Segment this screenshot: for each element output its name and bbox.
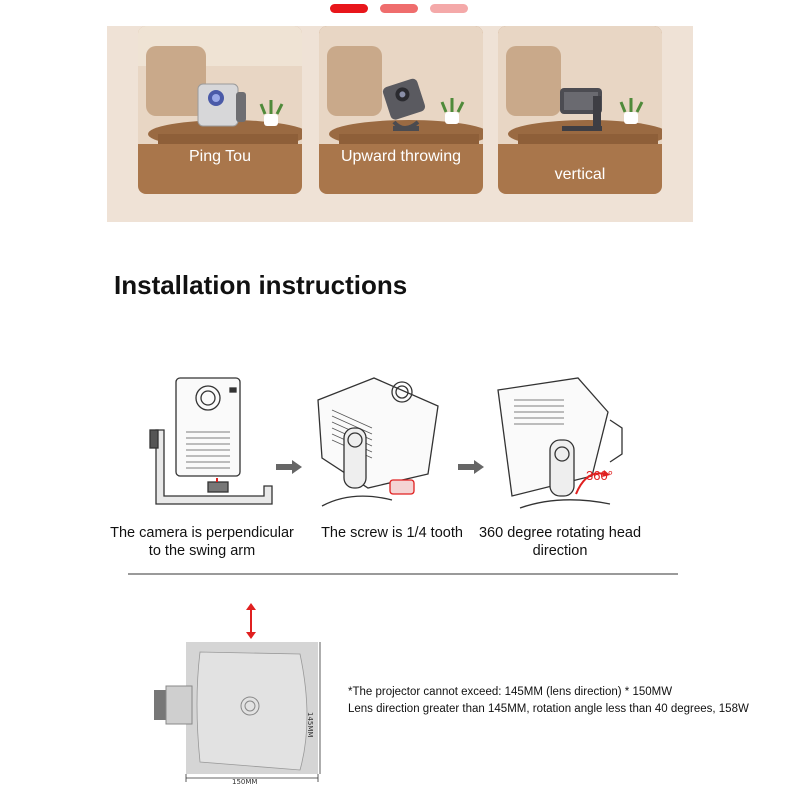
section-title: Installation instructions: [114, 270, 408, 300]
height-dimension-label: 145MM: [306, 712, 314, 738]
mode-card-vertical: [498, 26, 662, 194]
caption-line: 360 degree rotating head: [478, 525, 642, 541]
mode-label: Upward throwing: [340, 148, 462, 165]
step-caption: [470, 524, 650, 560]
mode-label: vertical: [554, 166, 606, 183]
dimension-note-1: *The projector cannot exceed: 145MM (lens direction) * 150MW: [348, 686, 673, 698]
installation-diagram: [110, 360, 670, 520]
dimension-note-2: Lens direction greater than 145MM, rotation angle less than 40 degrees, 158W: [348, 703, 749, 715]
rotation-label: 360°: [586, 468, 613, 483]
caption-line: direction: [532, 543, 588, 559]
caption-line: to the swing arm: [148, 543, 256, 559]
width-dimension-label: 150MM: [232, 778, 258, 786]
projector-flat-photo: [138, 26, 302, 144]
carousel-dot-1[interactable]: [330, 4, 368, 13]
caption-line: The camera is perpendicular: [110, 525, 294, 541]
mode-card-upward: [319, 26, 483, 194]
mode-card-flat: [138, 26, 302, 194]
step-2-illustration: [318, 378, 438, 506]
carousel-dot-2[interactable]: [380, 4, 418, 13]
caption-line: The screw is 1/4 tooth: [321, 525, 463, 541]
projector-vertical-photo: [498, 26, 662, 144]
step-1-illustration: [150, 378, 272, 504]
mode-panel: [107, 26, 693, 222]
step-caption: [312, 524, 472, 542]
step-caption: [104, 524, 300, 560]
mode-label: Ping Tou: [189, 148, 251, 165]
carousel-dot-3[interactable]: [430, 4, 468, 13]
arrow-right-icon: [276, 460, 302, 474]
step-3-illustration: [498, 378, 622, 508]
arrow-right-icon: [458, 460, 484, 474]
section-divider: [128, 573, 678, 575]
projector-tilted-photo: [319, 26, 483, 144]
dimension-diagram: [150, 600, 330, 790]
